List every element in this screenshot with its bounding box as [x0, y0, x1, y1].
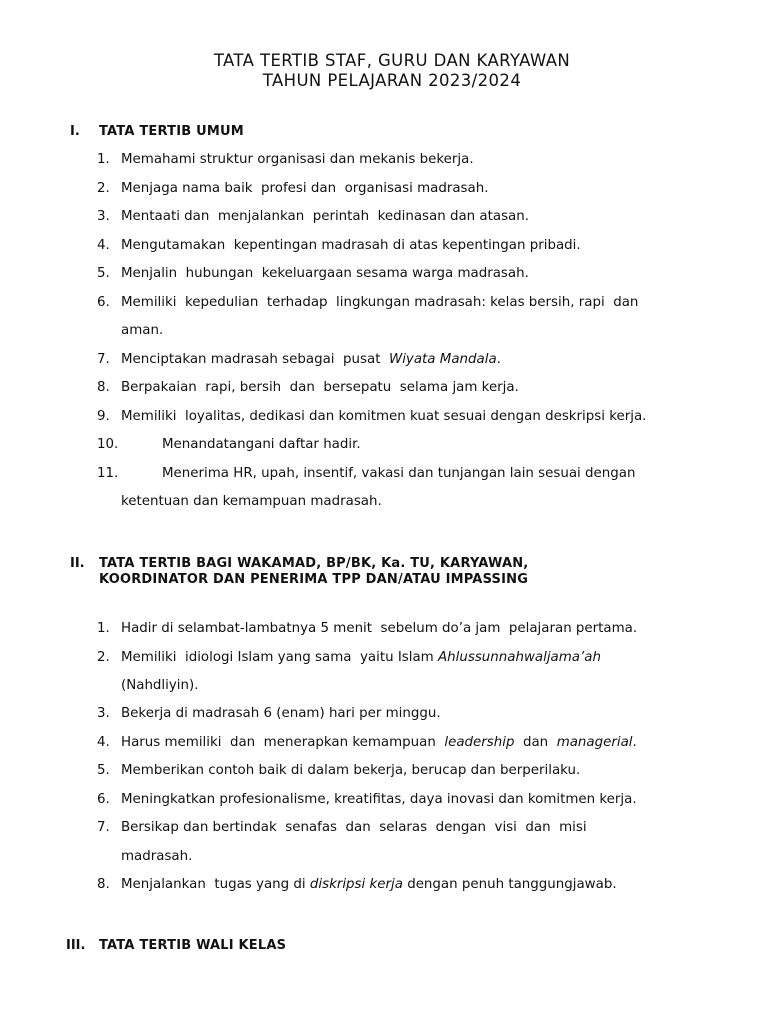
list-item-number: 8.: [97, 877, 110, 892]
list-item-number: 8.: [97, 380, 110, 395]
list-item-number: 6.: [97, 792, 110, 807]
list-item-number: 2.: [97, 181, 110, 196]
section-2-heading-line-2: KOORDINATOR DAN PENERIMA TPP DAN/ATAU IMPASSING: [99, 572, 529, 587]
document-title-line-1: TATA TERTIB STAF, GURU DAN KARYAWAN: [213, 51, 571, 70]
list-item-text-continuation: madrasah.: [121, 849, 193, 864]
section-2-numeral: II.: [70, 556, 85, 571]
list-item-number: 2.: [97, 650, 110, 665]
list-item-text: Bersikap dan bertindak senafas dan selaras dengan visi dan misi: [121, 820, 587, 835]
list-item-text: Memberikan contoh baik di dalam bekerja, berucap dan berperilaku.: [121, 763, 581, 778]
list-item-text: Menjalin hubungan kekeluargaan sesama warga madrasah.: [121, 266, 529, 281]
list-item-text: Bekerja di madrasah 6 (enam) hari per minggu.: [121, 706, 441, 721]
list-item-number: 7.: [97, 820, 110, 835]
section-2-heading-line-1: TATA TERTIB BAGI WAKAMAD, BP/BK, Ka. TU, KARYAWAN,: [99, 556, 529, 571]
italic-text: leadership: [444, 735, 515, 750]
italic-text: Ahlussunnahwaljama’ah: [437, 650, 601, 665]
text-segment: .: [496, 352, 501, 367]
list-item-number: 11.: [97, 466, 119, 481]
text-segment: dan: [514, 735, 557, 750]
list-item-text: Mentaati dan menjalankan perintah kedinasan dan atasan.: [121, 209, 530, 224]
document-title-line-2: TAHUN PELAJARAN 2023/2024: [262, 71, 522, 90]
list-item-number: 10.: [97, 437, 119, 452]
italic-text: diskripsi kerja: [309, 877, 403, 892]
list-item-text: Meningkatkan profesionalisme, kreatifitas, daya inovasi dan komitmen kerja.: [121, 792, 637, 807]
list-item-text: Mengutamakan kepentingan madrasah di atas kepentingan pribadi.: [121, 238, 581, 253]
list-item-text-continuation: ketentuan dan kemampuan madrasah.: [121, 494, 382, 509]
section-1-heading: TATA TERTIB UMUM: [99, 124, 244, 139]
list-item-number: 7.: [97, 352, 110, 367]
section-1-numeral: I.: [70, 124, 80, 139]
list-item-text: Memiliki loyalitas, dedikasi dan komitmen kuat sesuai dengan deskripsi kerja.: [121, 409, 647, 424]
list-item-text: Menandatangani daftar hadir.: [162, 437, 361, 452]
list-item-text: Memahami struktur organisasi dan mekanis bekerja.: [121, 152, 474, 167]
list-item-text: Memiliki kepedulian terhadap lingkungan madrasah: kelas bersih, rapi dan: [121, 295, 639, 310]
text-segment: Menciptakan madrasah sebagai pusat: [121, 352, 389, 367]
list-item-number: 9.: [97, 409, 110, 424]
list-item-number: 3.: [97, 706, 110, 721]
list-item-number: 4.: [97, 238, 110, 253]
text-segment: Harus memiliki dan menerapkan kemampuan: [121, 735, 445, 750]
list-item-text: Berpakaian rapi, bersih dan bersepatu selama jam kerja.: [121, 380, 519, 395]
list-item-text: Menjaga nama baik profesi dan organisasi madrasah.: [121, 181, 489, 196]
text-segment: Memiliki idiologi Islam yang sama yaitu Islam: [121, 650, 438, 665]
list-item-text: Hadir di selambat-lambatnya 5 menit sebelum do’a jam pelajaran pertama.: [121, 621, 638, 636]
list-item-number: 5.: [97, 763, 110, 778]
list-item-text: [121, 352, 501, 368]
list-item-text-continuation: (Nahdliyin).: [121, 678, 199, 693]
section-3-heading: TATA TERTIB WALI KELAS: [99, 938, 287, 953]
list-item-text-continuation: aman.: [121, 323, 164, 338]
list-item-number: 4.: [97, 735, 110, 750]
list-item-number: 6.: [97, 295, 110, 310]
list-item-text: [121, 650, 601, 666]
list-item-number: 1.: [97, 152, 110, 167]
italic-text: managerial: [556, 735, 633, 750]
text-segment: .: [632, 735, 637, 750]
text-segment: Menjalankan tugas yang di: [121, 877, 310, 892]
list-item-text: [121, 877, 617, 893]
italic-text: Wiyata Mandala: [388, 352, 497, 367]
list-item-number: 5.: [97, 266, 110, 281]
list-item-number: 3.: [97, 209, 110, 224]
list-item-text: [121, 735, 637, 751]
list-item-text: Menerima HR, upah, insentif, vakasi dan tunjangan lain sesuai dengan: [162, 466, 636, 481]
section-3-numeral: III.: [66, 938, 86, 953]
list-item-number: 1.: [97, 621, 110, 636]
text-segment: dengan penuh tanggungjawab.: [402, 877, 617, 892]
